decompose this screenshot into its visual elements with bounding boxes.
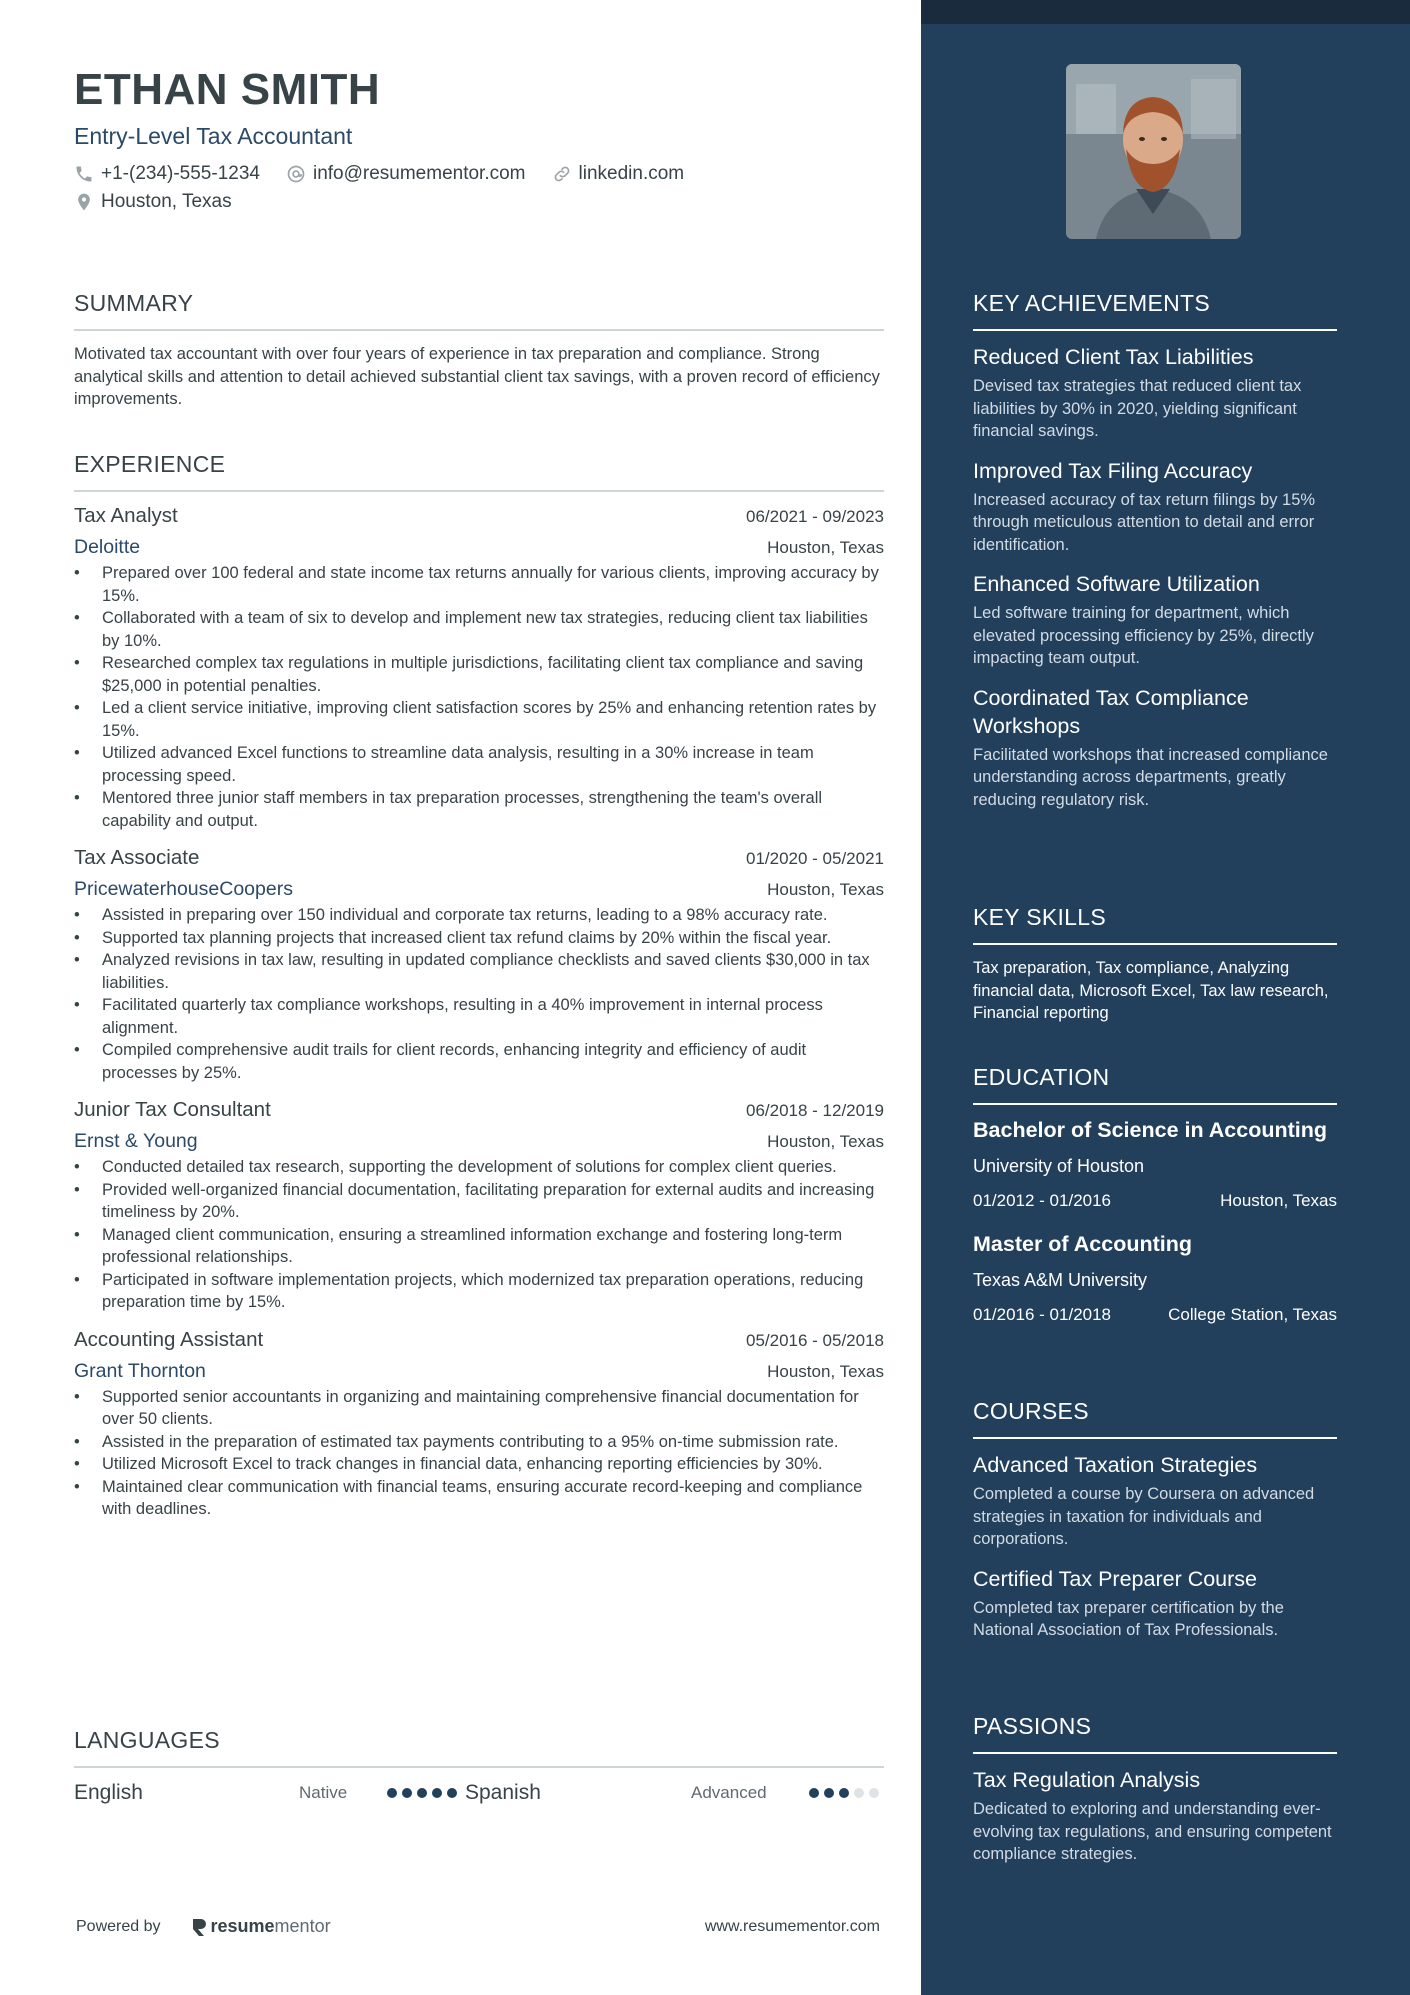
- summary-section: [74, 289, 884, 411]
- powered-by-label: Powered by: [76, 1917, 161, 1935]
- summary-heading: SUMMARY: [74, 289, 884, 331]
- experience-section: [74, 450, 884, 1521]
- location-row: [74, 190, 884, 214]
- rating-dot-filled: [447, 1788, 457, 1798]
- job-bullet: • Provided well-organized financial documentation, facilitating preparation for external audits and increasing timeliness by 20%.: [74, 1179, 884, 1224]
- job-bullet: • Participated in software implementation projects, which modernized tax preparation operations, reducing preparation time by 15%.: [74, 1269, 884, 1314]
- job-company: PricewaterhouseCoopers: [74, 878, 293, 900]
- skills-section: [973, 903, 1337, 1025]
- education-section: [973, 1063, 1337, 1327]
- passion-desc: Dedicated to exploring and understanding ever-evolving tax regulations, and ensuring competent compliance strategies.: [973, 1800, 1332, 1863]
- passion-item: [973, 1766, 1337, 1866]
- courses-section: [973, 1397, 1337, 1642]
- job-bullet: • Compiled comprehensive audit trails for client records, enhancing integrity and efficiency of audit processes by 25%.: [74, 1039, 884, 1084]
- languages-row: [74, 1778, 884, 1808]
- language-level: Native: [299, 1783, 348, 1802]
- resumementor-logo-icon: [191, 1917, 207, 1937]
- phone-icon: [74, 164, 94, 184]
- job-role: Accounting Assistant: [74, 1327, 264, 1351]
- brand-bold: resume: [210, 1916, 275, 1936]
- footer-site-link[interactable]: www.resumementor.com: [704, 1917, 880, 1935]
- course-title: Advanced Taxation Strategies: [973, 1453, 1258, 1477]
- candidate-title: Entry-Level Tax Accountant: [74, 123, 353, 149]
- achievement-desc: Led software training for department, which elevated processing efficiency by 25%, directly impacting team output.: [973, 604, 1314, 667]
- rating-dot-filled: [824, 1788, 834, 1798]
- education-location: College Station, Texas: [1168, 1305, 1337, 1324]
- job-bullets: [74, 1386, 884, 1521]
- achievement-title: Coordinated Tax Compliance Workshops: [973, 685, 1249, 738]
- candidate-name: ETHAN SMITH: [74, 65, 381, 114]
- powered-by: [76, 1916, 331, 1937]
- education-location: Houston, Texas: [1220, 1191, 1337, 1210]
- languages-heading: LANGUAGES: [74, 1726, 884, 1768]
- job-dates: 06/2021 - 09/2023: [745, 507, 884, 526]
- profile-photo-illustration: [1066, 64, 1241, 239]
- job-bullet: • Analyzed revisions in tax law, resulting in updated compliance checklists and saved clients $30,000 in tax liabilities.: [74, 949, 884, 994]
- rating-dot-filled: [432, 1788, 442, 1798]
- passions-heading: PASSIONS: [973, 1712, 1337, 1754]
- achievement-desc: Increased accuracy of tax return filings by 15% through meticulous attention to detail and error identification.: [973, 490, 1316, 554]
- rating-dot-filled: [417, 1788, 427, 1798]
- job-bullet: • Facilitated quarterly tax compliance workshops, resulting in a 40% improvement in internal process alignment.: [74, 994, 884, 1039]
- experience-heading: EXPERIENCE: [74, 450, 884, 492]
- rating-dot-filled: [839, 1788, 849, 1798]
- course-item: [973, 1451, 1337, 1551]
- achievement-desc: Devised tax strategies that reduced client tax liabilities by 30% in 2020, yielding significant financial savings.: [973, 377, 1302, 440]
- achievement-item: [973, 570, 1337, 670]
- job-bullet: • Utilized advanced Excel functions to streamline data analysis, resulting in a 30% increase in team processing speed.: [74, 742, 884, 787]
- location-pin-icon: [74, 192, 94, 212]
- courses-heading: COURSES: [973, 1397, 1337, 1439]
- rating-dot-filled: [809, 1788, 819, 1798]
- course-desc: Completed a course by Coursera on advanced strategies in taxation for individuals and corporations.: [973, 1485, 1315, 1548]
- achievement-desc: Facilitated workshops that increased compliance understanding across departments, greatly reducing regulatory risk.: [973, 745, 1328, 809]
- passion-title: Tax Regulation Analysis: [973, 1768, 1201, 1792]
- job-bullet: • Managed client communication, ensuring a streamlined information exchange and fostering long-term professional relationships.: [74, 1224, 884, 1269]
- education-school: Texas A&M University: [973, 1270, 1148, 1290]
- job-bullet: • Supported tax planning projects that increased client tax refund claims by 20% within the fiscal year.: [74, 927, 884, 950]
- job-role: Tax Analyst: [74, 504, 178, 527]
- at-icon: [286, 164, 306, 184]
- languages-section: [74, 1726, 884, 1808]
- job-bullet: • Assisted in preparing over 150 individual and corporate tax returns, leading to a 98% accuracy rate.: [74, 904, 884, 927]
- education-heading: EDUCATION: [973, 1063, 1337, 1105]
- education-school: University of Houston: [973, 1156, 1145, 1176]
- job-company: Grant Thornton: [74, 1359, 206, 1382]
- education-item: [973, 1231, 1337, 1327]
- job-location: Houston, Texas: [767, 1361, 884, 1381]
- profile-photo: [1066, 64, 1241, 239]
- skills-heading: KEY SKILLS: [973, 903, 1337, 945]
- job-bullet: • Mentored three junior staff members in tax preparation processes, strengthening the team's overall capability and output.: [74, 787, 884, 832]
- location-text: Houston, Texas: [101, 191, 232, 212]
- brand-logo[interactable]: [191, 1916, 331, 1937]
- contact-linkedin[interactable]: [552, 162, 685, 186]
- job-bullets: [74, 562, 884, 832]
- education-dates: 01/2012 - 01/2016: [973, 1191, 1112, 1210]
- rating-dot-filled: [387, 1788, 397, 1798]
- achievement-title: Improved Tax Filing Accuracy: [973, 458, 1253, 483]
- job-entry: [74, 844, 884, 1084]
- course-desc: Completed tax preparer certification by the National Association of Tax Professionals.: [973, 1598, 1284, 1639]
- sidebar-top-band: [921, 0, 1410, 24]
- course-item: [973, 1565, 1337, 1642]
- job-location: Houston, Texas: [767, 1132, 884, 1151]
- language-item: [465, 1781, 884, 1805]
- job-bullet: • Maintained clear communication with financial teams, ensuring accurate record-keeping and compliance with deadlines.: [74, 1476, 884, 1521]
- achievement-item: [973, 457, 1337, 557]
- phone-text: +1-(234)-555-1234: [101, 163, 260, 184]
- achievement-title: Reduced Client Tax Liabilities: [973, 345, 1254, 369]
- job-dates: 05/2016 - 05/2018: [745, 1330, 884, 1350]
- job-entry: [74, 1096, 884, 1314]
- job-bullet: • Utilized Microsoft Excel to track changes in financial data, enhancing reporting efficiencies by 30%.: [74, 1453, 884, 1476]
- job-role: Junior Tax Consultant: [74, 1098, 271, 1121]
- language-rating: [387, 1788, 462, 1798]
- job-company: Ernst & Young: [74, 1130, 198, 1152]
- contact-location: [74, 190, 232, 214]
- job-bullets: [74, 904, 884, 1084]
- link-icon: [552, 164, 572, 184]
- job-bullet: • Assisted in the preparation of estimated tax payments contributing to a 95% on-time submission rate.: [74, 1431, 884, 1454]
- language-item: [74, 1781, 465, 1805]
- contact-email[interactable]: [286, 162, 526, 186]
- rating-dot-empty: [869, 1788, 879, 1798]
- job-bullet: • Conducted detailed tax research, supporting the development of solutions for complex client queries.: [74, 1156, 884, 1179]
- education-item: [973, 1117, 1337, 1213]
- rating-dot-empty: [854, 1788, 864, 1798]
- job-location: Houston, Texas: [767, 538, 884, 557]
- achievements-heading: KEY ACHIEVEMENTS: [973, 289, 1337, 331]
- job-dates: 01/2020 - 05/2021: [745, 849, 884, 868]
- job-bullet: • Supported senior accountants in organizing and maintaining comprehensive financial documentation for over 50 clients.: [74, 1386, 884, 1431]
- resume-header: [74, 62, 884, 214]
- job-bullet: • Led a client service initiative, improving client satisfaction scores by 25% and enhancing retention rates by 15%.: [74, 697, 884, 742]
- job-bullet: • Collaborated with a team of six to develop and implement new tax strategies, reducing client tax liabilities by 10%.: [74, 607, 884, 652]
- rating-dot-filled: [402, 1788, 412, 1798]
- achievement-item: [973, 343, 1337, 443]
- contact-row: [74, 162, 884, 186]
- achievement-item: [973, 684, 1337, 812]
- job-bullets: [74, 1156, 884, 1314]
- job-entry: [74, 1326, 884, 1521]
- email-text[interactable]: info@resumementor.com: [312, 163, 526, 184]
- language-name: English: [74, 1781, 143, 1804]
- language-name: Spanish: [465, 1781, 541, 1804]
- skills-text: Tax preparation, Tax compliance, Analyzing financial data, Microsoft Excel, Tax law research, Financial reporting: [973, 959, 1329, 1022]
- education-degree: Master of Accounting: [973, 1232, 1192, 1256]
- language-level: Advanced: [691, 1783, 767, 1802]
- passions-section: [973, 1712, 1337, 1866]
- achievements-section: [973, 289, 1337, 811]
- footer: [76, 1916, 880, 1937]
- contact-phone: [74, 162, 260, 186]
- linkedin-text[interactable]: linkedin.com: [578, 163, 685, 184]
- job-entry: [74, 502, 884, 832]
- education-dates: 01/2016 - 01/2018: [973, 1305, 1112, 1324]
- job-bullet: • Prepared over 100 federal and state income tax returns annually for various clients, improving accuracy by 15%.: [74, 562, 884, 607]
- job-location: Houston, Texas: [767, 880, 884, 899]
- summary-text: Motivated tax accountant with over four years of experience in tax preparation and compliance. Strong analytical skills and attention to detail achieved substantial client tax savings, with a proven record of efficiency improvements.: [74, 345, 880, 408]
- education-degree: Bachelor of Science in Accounting: [973, 1118, 1328, 1142]
- language-rating: [809, 1788, 884, 1798]
- job-bullet: • Researched complex tax regulations in multiple jurisdictions, facilitating client tax compliance and saving $25,000 in potential penalties.: [74, 652, 884, 697]
- job-role: Tax Associate: [74, 846, 200, 869]
- job-company: Deloitte: [74, 536, 141, 558]
- course-title: Certified Tax Preparer Course: [973, 1566, 1258, 1591]
- brand-light: mentor: [274, 1916, 331, 1936]
- job-dates: 06/2018 - 12/2019: [745, 1101, 884, 1120]
- achievement-title: Enhanced Software Utilization: [973, 572, 1260, 596]
